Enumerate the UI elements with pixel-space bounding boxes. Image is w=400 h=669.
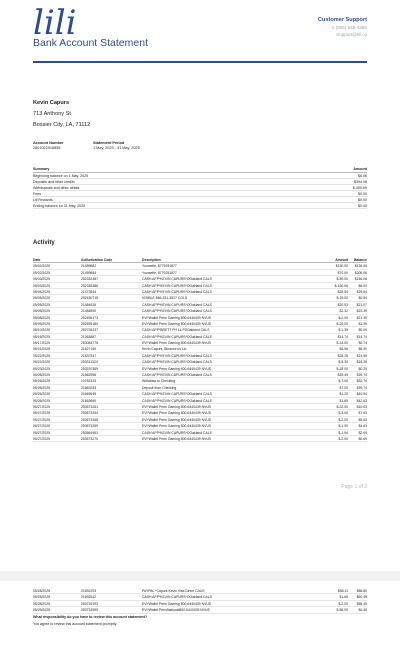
cell-description: CASH APP*BRETT PH LL PSOakland CALS xyxy=(142,328,210,333)
header-date: Date xyxy=(33,258,41,262)
cell-auth-code: 10762333 xyxy=(81,379,97,384)
cell-auth-code: 21637347 xyxy=(81,353,97,358)
cell-description: EVI*Wallet Penn Gaming 800-6440439 NVUS xyxy=(142,411,212,416)
cell-amount: $-25.00 xyxy=(336,296,348,301)
cell-auth-code: 252726237 xyxy=(81,328,98,333)
page-number: Page 1 of 2 xyxy=(341,484,367,490)
cell-amount: $1.20 xyxy=(339,392,348,397)
cell-balance: $206.06 xyxy=(354,270,367,275)
activity-title: Activity xyxy=(33,240,55,246)
cell-amount: $-18.00 xyxy=(336,366,348,371)
cell-amount: $-1.94 xyxy=(338,430,348,435)
support-phone[interactable]: 1 (855) 545-4380 xyxy=(331,25,367,30)
header-balance: Balance xyxy=(353,258,367,262)
cell-description: CASH APP*KEVIN CAPURS*OOakland CALS xyxy=(142,430,212,435)
cell-amount: $-7.00 xyxy=(338,379,348,384)
cell-description: EVI*Wallet Penn Gaming 800-6440439 NVUS xyxy=(142,417,212,422)
cell-balance: $0.00 xyxy=(358,328,367,333)
summary-title: Summary xyxy=(33,167,50,171)
cell-date: 05/05/2025 xyxy=(33,309,50,314)
cell-balance: $10.63 xyxy=(356,404,367,409)
table-row xyxy=(33,436,367,442)
cell-balance: $0.69 xyxy=(358,436,367,441)
cell-description: Yourselfe, 8779251877 xyxy=(142,270,177,275)
statement-period-value: 1 May, 2025 - 31 May, 2025 xyxy=(93,146,140,151)
cell-date: 05/27/2025 xyxy=(33,404,50,409)
account-number-label: Account Number xyxy=(33,141,64,145)
cell-description: Deposit from Checking xyxy=(142,385,177,390)
cell-description: CASH APP*KEVIN CAPURS*OOakland CALS xyxy=(142,302,212,307)
summary-row-label: Withdrawals and other debits xyxy=(33,186,80,190)
cell-description: CASH APP*KEVIN CAPURS*OOakland CALS xyxy=(142,392,212,397)
cell-description: EVI*Wallet Penn Gaming 800-6440439 NVUS xyxy=(142,404,212,409)
summary-row-label: Deposits and other credits xyxy=(33,180,75,184)
cell-date: 05/29/2025 xyxy=(33,608,50,613)
cell-balance: $21.39 xyxy=(356,315,367,320)
cell-auth-code: 21663253 xyxy=(81,385,97,390)
page-gap xyxy=(0,571,400,581)
cell-description: CASH APP*KEVIN CAPURS*OOakland CALS xyxy=(142,360,212,365)
cell-balance: $0.25 xyxy=(358,366,367,371)
cell-balance: $4.63 xyxy=(358,424,367,429)
cell-description: EVI*Wallet PennNational800-6440439 NVUS xyxy=(142,608,210,613)
cell-amount: $18.25 xyxy=(337,353,348,358)
cell-description: CASH APP*KEVIN CAPURS*OOakland CALS xyxy=(142,283,212,288)
footer-answer: You agree to review this account statement promptly. xyxy=(33,622,118,626)
cell-balance: $0.54 xyxy=(358,296,367,301)
activity-table-continued xyxy=(33,588,367,614)
cell-balance: $136.06 xyxy=(354,264,367,269)
header-amount: Amount xyxy=(335,258,348,262)
cell-description: CASH APP*KEVIN CAPURS*OOakland CALS xyxy=(142,398,212,403)
cell-date: 05/16/2025 xyxy=(33,334,50,339)
statement-period-label: Statement Period xyxy=(93,141,125,145)
cell-description: Yourselfe, 8779251877 xyxy=(142,264,177,269)
cell-date: 05/26/2025 xyxy=(33,379,50,384)
summary-row-amount: $6.06 xyxy=(358,174,367,178)
address-line-1: 713 Anthony St xyxy=(33,111,71,117)
cell-balance: $7.63 xyxy=(358,411,367,416)
cell-amount: $-2.00 xyxy=(338,315,348,320)
statement-page-2 xyxy=(0,581,400,669)
cell-balance: $39.74 xyxy=(356,373,367,378)
cell-amount: $-3.00 xyxy=(338,411,348,416)
table-row xyxy=(33,607,367,613)
cell-date: 05/05/2025 xyxy=(33,296,50,301)
customer-support-block xyxy=(318,16,367,38)
cell-balance: $0.74 xyxy=(358,341,367,346)
cell-amount: $-2.00 xyxy=(338,601,348,606)
cell-date: 05/04/2025 xyxy=(33,289,50,294)
account-number-value: 2801022916855 xyxy=(33,146,61,151)
cell-date: 05/02/2025 xyxy=(33,264,50,269)
activity-rows-page-1 xyxy=(33,263,367,442)
customer-name: Kevin Capurs xyxy=(33,100,70,106)
summary-row-label: Ending balance on 31 May, 2025 xyxy=(33,204,86,208)
cell-auth-code: 21472844 xyxy=(81,289,97,294)
cell-amount: $4.56 xyxy=(339,347,348,352)
cell-amount: $-32.00 xyxy=(336,404,348,409)
cell-amount: $-2.00 xyxy=(338,436,348,441)
cell-amount: $70.00 xyxy=(337,270,348,275)
cell-amount: $-2.00 xyxy=(338,417,348,422)
summary-row-label: Beginning balance on 1 May, 2025 xyxy=(33,174,89,178)
cell-balance: $5.30 xyxy=(358,347,367,352)
cell-date: 05/28/2025 xyxy=(33,595,50,600)
cell-auth-code: 253573268 xyxy=(81,417,98,422)
cell-amount: $-58.00 xyxy=(336,608,348,613)
summary-row-amount: $-400.69 xyxy=(352,186,367,190)
header-description: Description xyxy=(142,258,161,262)
activity-table xyxy=(33,257,367,442)
cell-date: 05/21/2025 xyxy=(33,347,50,352)
cell-date: 05/26/2025 xyxy=(33,398,50,403)
summary-table xyxy=(33,167,367,209)
cell-balance: $42.63 xyxy=(356,398,367,403)
cell-auth-code: 21662958 xyxy=(81,373,97,378)
cell-balance: $23.55 xyxy=(356,353,367,358)
cell-description: Kevin Capurs, Binance.us Llc xyxy=(142,347,187,352)
cell-balance: $18.25 xyxy=(356,360,367,365)
cell-amount: $7.00 xyxy=(339,385,348,390)
cell-amount: $2.32 xyxy=(339,309,348,314)
cell-auth-code: 21663645 xyxy=(81,392,97,397)
cell-balance: $5.63 xyxy=(358,417,367,422)
cell-auth-code: 21484890 xyxy=(81,309,97,314)
cell-date: 05/08/2025 xyxy=(33,315,50,320)
cell-date: 05/02/2025 xyxy=(33,270,50,275)
address-line-2: Bossier City, LA, 71112 xyxy=(33,122,91,128)
cell-date: 05/05/2025 xyxy=(33,302,50,307)
cell-amount: $25.54 xyxy=(337,289,348,294)
cell-date: 05/28/2025 xyxy=(33,601,50,606)
cell-description: EVI*Wallet Penn Gaming 800-6440439 NVUS xyxy=(142,341,212,346)
cell-auth-code: 252332487 xyxy=(81,277,98,282)
cell-amount: $-150.06 xyxy=(334,283,348,288)
cell-amount: $-50.00 xyxy=(336,277,348,282)
cell-description: Withdraw to Checking xyxy=(142,379,175,384)
cell-balance: $156.06 xyxy=(354,277,367,282)
cell-amount: $58.11 xyxy=(337,589,348,593)
cell-balance: $1.39 xyxy=(358,321,367,326)
cell-amount: $-1.39 xyxy=(338,328,348,333)
cell-auth-code: 253370359 xyxy=(81,366,98,371)
header-auth-code: Authorization Code xyxy=(81,258,113,262)
cell-auth-code: 253084775 xyxy=(81,341,98,346)
summary-row-amount: $394.08 xyxy=(354,180,367,184)
cell-amount: $20.53 xyxy=(337,302,348,307)
cell-description: VISIBLE 866-331-3527 COLS xyxy=(142,296,188,301)
cell-amount: $-5.30 xyxy=(338,360,348,365)
summary-row-amount: $0.00 xyxy=(358,192,367,196)
cell-description: EVI*Wallet Penn Gaming 800-6440439 NVUS xyxy=(142,315,212,320)
cell-amount: $1.69 xyxy=(339,398,348,403)
cell-balance: $25.54 xyxy=(356,289,367,294)
cell-description: EVI*Wallet Penn Gaming 800-6440439 NVUS xyxy=(142,366,212,371)
cell-date: 05/28/2025 xyxy=(33,589,50,593)
cell-auth-code: 253564953 xyxy=(81,430,98,435)
footer-question: What responsibility do you have to review this account statement? xyxy=(33,615,148,619)
cell-date: 05/03/2025 xyxy=(33,283,50,288)
cell-auth-code: 21692542 xyxy=(81,595,97,600)
cell-auth-code: 21484526 xyxy=(81,302,97,307)
cell-balance: $21.07 xyxy=(356,302,367,307)
cell-date: 05/27/2025 xyxy=(33,424,50,429)
cell-date: 05/26/2025 xyxy=(33,373,50,378)
cell-date: 05/22/2025 xyxy=(33,360,50,365)
cell-description: EVI*Wallet Penn Gaming 800-6440439 NVUS xyxy=(142,436,212,441)
cell-auth-code: 21627160 xyxy=(81,347,97,352)
cell-auth-code: 21692293 xyxy=(81,589,97,593)
cell-amount: $39.49 xyxy=(337,373,348,378)
customer-address xyxy=(33,98,90,131)
summary-amount-header: Amount xyxy=(353,167,367,171)
cell-auth-code: 21663660 xyxy=(81,398,97,403)
summary-row xyxy=(33,203,367,209)
header-divider xyxy=(33,61,367,63)
summary-row-amount: $0.45 xyxy=(358,204,367,208)
cell-balance: $0.45 xyxy=(358,608,367,613)
cell-auth-code: 253311324 xyxy=(81,360,98,365)
cell-auth-code: 253573261 xyxy=(81,404,98,409)
cell-auth-code: 21459884 xyxy=(81,270,97,275)
cell-auth-code: 253573270 xyxy=(81,436,98,441)
cell-date: 05/09/2025 xyxy=(33,321,50,326)
cell-description: CASH APP*KEVIN CAPURS*OOakland CALS xyxy=(142,309,212,314)
cell-amount: $130.00 xyxy=(335,264,348,269)
cell-date: 05/03/2025 xyxy=(33,277,50,282)
cell-amount: $-14.00 xyxy=(336,341,348,346)
cell-description: CASH APP*KEVIN CAPURS*OOakland CALS xyxy=(142,334,212,339)
cell-date: 05/27/2025 xyxy=(33,411,50,416)
cell-auth-code: 252430715 xyxy=(81,296,98,301)
cell-date: 05/23/2025 xyxy=(33,366,50,371)
cell-date: 05/26/2025 xyxy=(33,392,50,397)
cell-auth-code: 21363887 xyxy=(81,334,97,339)
cell-date: 05/27/2025 xyxy=(33,417,50,422)
cell-balance: $58.80 xyxy=(356,589,367,593)
summary-row-amount: $0.00 xyxy=(358,198,367,202)
cell-description: CASH APP*KEVIN CAPURS*OOakland CALS xyxy=(142,373,212,378)
cell-auth-code: 253726193 xyxy=(81,601,98,606)
cell-balance: $32.74 xyxy=(356,379,367,384)
cell-description: CASH APP*KEVIN CAPURS*OOakland CALS xyxy=(142,353,212,358)
cell-balance: $2.69 xyxy=(358,430,367,435)
support-title: Customer Support xyxy=(317,17,367,23)
statement-period-block xyxy=(93,141,140,151)
cell-auth-code: 252495173 xyxy=(81,315,98,320)
cell-amount: $-1.00 xyxy=(338,424,348,429)
account-number-block xyxy=(33,141,64,151)
summary-row-label: Lili Rewards xyxy=(33,198,53,202)
summary-row-label: Fees xyxy=(33,192,41,196)
summary-rows xyxy=(33,173,367,209)
document-title: Bank Account Statement xyxy=(33,37,148,49)
cell-description: EVI*Wallet Penn Gaming 800-6440439 NVUS xyxy=(142,601,212,606)
cell-amount: $-20.00 xyxy=(336,321,348,326)
cell-description: CASH APP*KEVIN CAPURS*OOakland CALS xyxy=(142,277,212,282)
cell-auth-code: 252495180 xyxy=(81,321,98,326)
cell-auth-code: 21459882 xyxy=(81,264,97,269)
cell-date: 05/27/2025 xyxy=(33,430,50,435)
support-email[interactable]: Support@lili.co xyxy=(336,32,367,37)
lili-logo xyxy=(33,6,105,38)
cell-description: CASH APP*KEVIN CAPURS*OOakland CALS xyxy=(142,595,212,600)
cell-auth-code: 253573264 xyxy=(81,411,98,416)
cell-description: EVI*Wallet Penn Gaming 800-6440439 NVUS xyxy=(142,424,212,429)
cell-balance: $40.94 xyxy=(356,392,367,397)
cell-description: CASH APP*KEVIN CAPURS*OOakland CALS xyxy=(142,289,212,294)
cell-amount: $14.74 xyxy=(337,334,348,339)
logo-text: lili xyxy=(33,6,77,38)
cell-balance: $6.00 xyxy=(358,283,367,288)
cell-balance: $39.74 xyxy=(356,385,367,390)
cell-description: EVI*Wallet Penn Gaming 800-6440439 NVUS xyxy=(142,321,212,326)
cell-date: 05/10/2025 xyxy=(33,328,50,333)
cell-balance: $60.45 xyxy=(356,595,367,600)
cell-date: 05/22/2025 xyxy=(33,353,50,358)
cell-amount: $1.65 xyxy=(339,595,348,600)
cell-auth-code: 253733995 xyxy=(81,608,98,613)
cell-auth-code: 253573269 xyxy=(81,424,98,429)
cell-balance: $14.74 xyxy=(356,334,367,339)
activity-rows-page-2 xyxy=(33,588,367,614)
cell-balance: $58.45 xyxy=(356,601,367,606)
statement-footer xyxy=(33,614,147,628)
cell-description: PAYPAL *Capurs Kevin Visa Direct CAUS xyxy=(142,589,205,593)
cell-date: 05/26/2025 xyxy=(33,385,50,390)
cell-auth-code: 252335386 xyxy=(81,283,98,288)
cell-date: 05/17/2025 xyxy=(33,341,50,346)
cell-date: 05/27/2025 xyxy=(33,436,50,441)
cell-balance: $23.39 xyxy=(356,309,367,314)
